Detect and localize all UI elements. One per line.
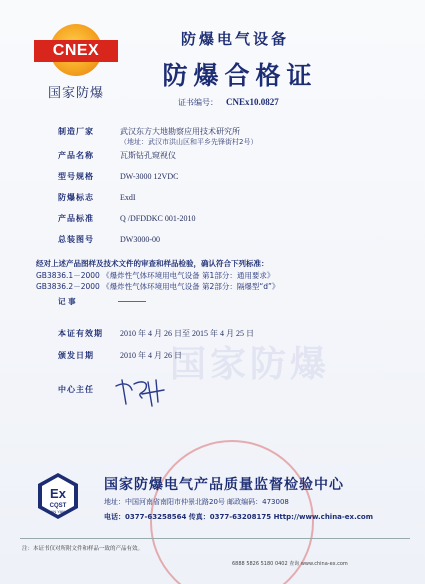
issue-date-value: 2010 年 4 月 26 日 (120, 351, 182, 360)
field-model (58, 171, 178, 182)
field-value: ExdI (120, 193, 136, 202)
logo-caption: 国家防爆 (47, 86, 104, 101)
issue-date (58, 350, 182, 361)
field-label: 防爆标志 (58, 193, 94, 202)
org-address: 地址：中国河南省南阳市仲景北路20号 邮政编码：473008 (104, 498, 289, 506)
remark-label: 记 事 (58, 297, 76, 306)
field-value: Q /DFDDKC 001-2010 (120, 214, 196, 223)
watermark-text: 国家防爆 (170, 344, 331, 385)
logo-text: CNEX (34, 40, 118, 62)
standard-2: GB3836.2－2000 《爆炸性气体环境用电气设备 第2部分：隔爆型“d”》 (36, 282, 280, 291)
validity-period (58, 328, 254, 339)
org-contact: 电话：0377-63258564 传真：0377-63208175 Http://www.china-ex.com (104, 513, 373, 521)
issue-date-label: 颁发日期 (58, 351, 94, 360)
field-value: DW3000-00 (120, 235, 160, 244)
main-title: 防爆合格证 (162, 61, 318, 90)
validity-label: 本证有效期 (58, 329, 103, 338)
director-label: 中心主任 (58, 385, 94, 394)
footer-divider (20, 538, 410, 539)
ex-logo-text: Ex (50, 486, 66, 501)
field-label: 制造厂家 (58, 127, 94, 136)
field-drawing-no (58, 234, 160, 245)
field-label: 型号规格 (58, 172, 94, 181)
field-value: DW-3000 12VDC (120, 172, 179, 181)
field-manufacturer (58, 126, 240, 137)
top-title: 防爆电气设备 (180, 30, 289, 48)
field-product-name (58, 150, 176, 161)
field-ex-mark (58, 192, 136, 203)
field-label: 总装图号 (58, 235, 94, 244)
director-row (58, 384, 110, 395)
cert-no-value: CNEx10.0827 (226, 97, 279, 107)
director-signature (112, 376, 172, 408)
cqst-text: CQST (49, 503, 67, 509)
validity-value: 2010 年 4 月 26 日至 2015 年 4 月 25 日 (120, 329, 254, 338)
field-value: 武汉东方大地勘察应用技术研究所 (120, 127, 240, 136)
org-name: 国家防爆电气产品质量监督检验中心 (104, 477, 344, 493)
certificate-number (178, 97, 279, 108)
statement-intro: 经对上述产品图样及技术文件的审查和样品检验，确认符合下列标准： (36, 259, 269, 268)
nanyang-text: NAN YANG (47, 509, 69, 514)
field-value: 瓦斯钻孔窥视仪 (120, 151, 176, 160)
standard-1: GB3836.1－2000 《爆炸性气体环境用电气设备 第1部分：通用要求》 (36, 271, 275, 280)
cnex-logo (34, 24, 118, 101)
footnote: 注：本证书仅对所附文件和样品一致的产品有效。 (22, 546, 144, 552)
field-label: 产品名称 (58, 151, 94, 160)
remark-line (118, 301, 146, 302)
serial-and-query: 6888 5826 5180 0402 查询 www.china-ex.com (232, 561, 348, 567)
cert-no-label: 证书编号： (178, 98, 218, 107)
field-standard (58, 213, 196, 224)
ex-cqst-logo (36, 471, 80, 521)
field-label: 产品标准 (58, 214, 94, 223)
manufacturer-address: （地址：武汉市洪山区和平乡先锋街村2号） (120, 138, 258, 146)
